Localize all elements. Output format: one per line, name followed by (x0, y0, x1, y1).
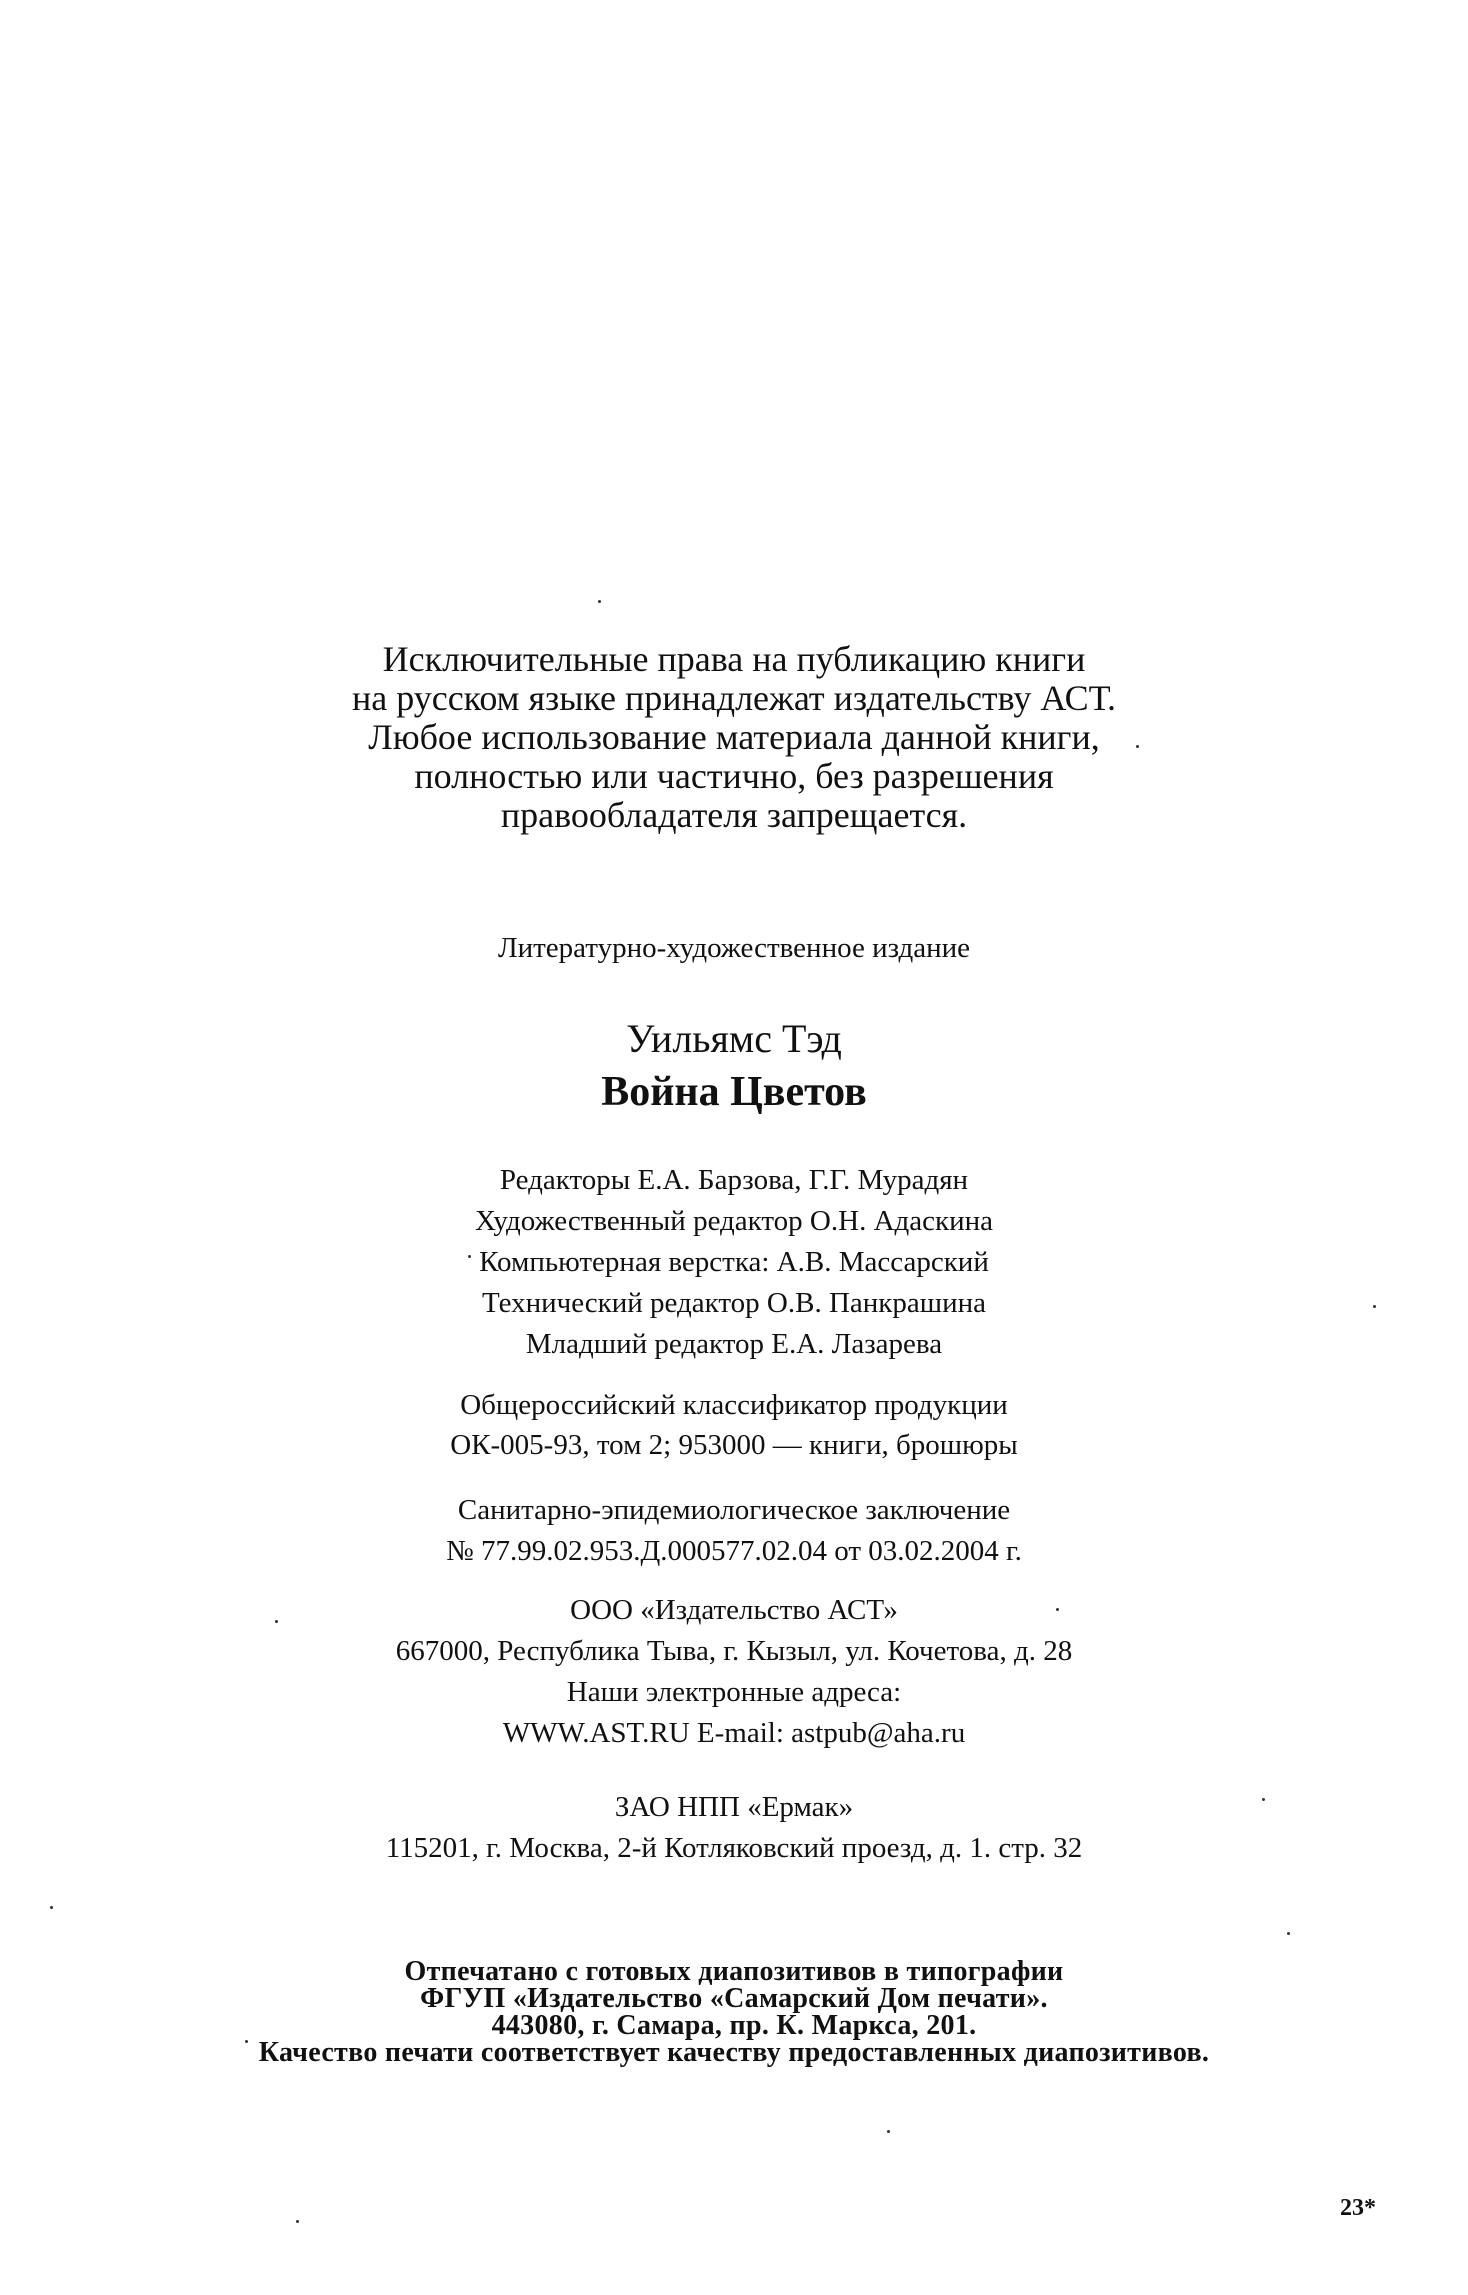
printer-line: ЗАО НПП «Ермак» (614, 1791, 854, 1823)
edition-type: Литературно-художественное издание (497, 932, 971, 964)
scan-speck (1136, 745, 1139, 748)
sanitary-conclusion (0, 1490, 1468, 1572)
scan-speck (887, 2130, 890, 2133)
scan-speck (245, 2040, 248, 2043)
publisher-line: WWW.AST.RU E-mail: astpub@aha.ru (502, 1717, 966, 1749)
book-title: Война Цветов (601, 1069, 867, 1115)
rights-line: Исключительные права на публикацию книги (382, 639, 1086, 679)
publisher-line: 667000, Республика Тыва, г. Кызыл, ул. Кочетова, д. 28 (395, 1635, 1073, 1667)
credit-line: Редакторы Е.А. Барзова, Г.Г. Мурадян (499, 1164, 969, 1196)
credit-line: Технический редактор О.В. Панкрашина (481, 1287, 986, 1319)
rights-line: полностью или частично, без разрешения (414, 756, 1054, 796)
book-author: Уильямс Тэд (626, 1016, 842, 1061)
sanitary-line: № 77.99.02.953.Д.000577.02.04 от 03.02.2004 г. (446, 1535, 1022, 1567)
printing-line: Отпечатано с готовых диапозитивов в типографии (404, 1956, 1064, 1987)
scan-speck (50, 1906, 53, 1909)
printing-line: 443080, г. Самара, пр. К. Маркса, 201. (491, 2010, 977, 2041)
printing-info (0, 1958, 1468, 2066)
printer-line: 115201, г. Москва, 2-й Котляковский проезд, д. 1. стр. 32 (385, 1832, 1083, 1864)
scan-speck (1373, 1305, 1376, 1308)
scan-speck (468, 1255, 471, 1258)
scan-speck (296, 2220, 299, 2223)
editorial-credits (0, 1160, 1468, 1365)
printing-line: Качество печати соответствует качеству предоставленных диапозитивов. (258, 2037, 1210, 2068)
rights-line: на русском языке принадлежат издательству АСТ. (351, 678, 1117, 718)
credit-line: Компьютерная верстка: А.В. Массарский (479, 1246, 989, 1278)
page-number: 23* (1340, 2195, 1376, 2221)
rights-line: правообладателя запрещается. (500, 795, 968, 835)
credit-line: Художественный редактор О.Н. Адаскина (474, 1205, 994, 1237)
scan-speck (275, 1620, 278, 1623)
sanitary-line: Санитарно-эпидемиологическое заключение (457, 1494, 1011, 1526)
scan-speck (1287, 1932, 1290, 1935)
printer-info (0, 1787, 1468, 1869)
scan-speck (1056, 1608, 1059, 1611)
publisher-info (0, 1590, 1468, 1754)
publisher-line: Наши электронные адреса: (566, 1676, 902, 1708)
rights-notice (0, 640, 1468, 835)
classifier-line: Общероссийский классификатор продукции (460, 1389, 1008, 1421)
credit-line: Младший редактор Е.А. Лазарева (525, 1328, 943, 1360)
printing-line: ФГУП «Издательство «Самарский Дом печати». (420, 1983, 1048, 2014)
scan-speck (1262, 1798, 1265, 1801)
rights-line: Любое использование материала данной книги, (368, 717, 1100, 757)
classifier-line: ОК-005-93, том 2; 953000 — книги, брошюры (450, 1429, 1018, 1461)
publisher-line: ООО «Издательство АСТ» (570, 1594, 898, 1626)
scan-speck (598, 600, 601, 603)
product-classifier (0, 1385, 1468, 1465)
